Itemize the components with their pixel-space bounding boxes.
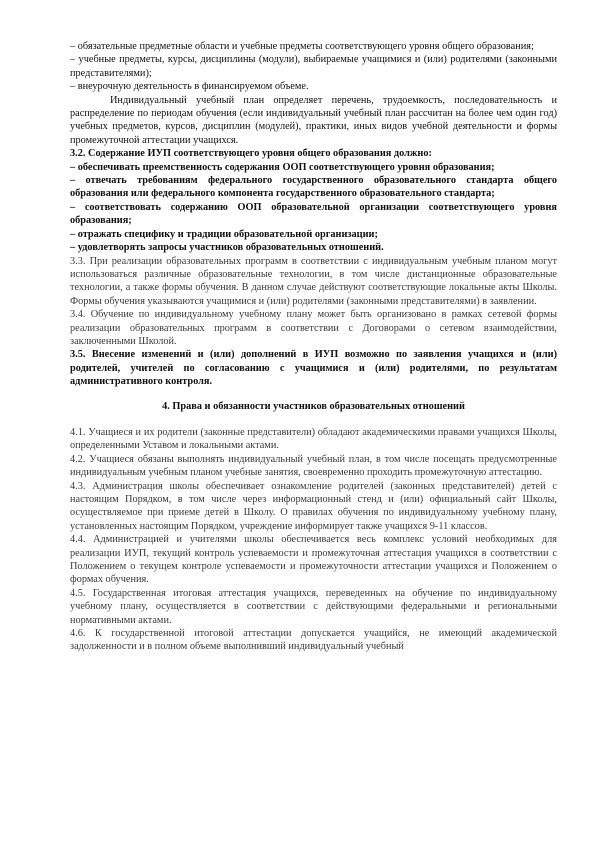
list-item: – отражать специфику и традиции образовательной организации; [70,228,378,240]
list-item: – учебные предметы, курсы, дисциплины (модули), выбираемые учащимися и (или) родителями (законными представителями); [70,54,557,79]
intro-paragraph: Индивидуальный учебный план определяет перечень, трудоемкость, последовательность и распределение по периодам обучения (если индивидуальный учебный план рассчитан на более чем один год) учебных предметов, курсов, дисциплин (модулей), практики, иных видов учебной деятельности и формы промежуточной аттестации учащихся. [70,94,557,146]
section-3-2-heading: 3.2. Содержание ИУП соответствующего уровня общего образования должно: [70,148,432,160]
list-item: – удовлетворять запросы участников образовательных отношений. [70,242,384,254]
section-4-item: 4.2. Учащиеся обязаны выполнять индивидуальный учебный план, в том числе посещать предусмотренные индивидуальным учебным планом учебные занятия, своевременно проходить промежуточную аттестацию. [70,453,557,479]
list-item: – соответствовать содержанию ООП образовательной организации соответствующего уровня образования; [70,201,557,227]
section-4-item: 4.6. К государственной итоговой аттестации допускается учащийся, не имеющий академической задолженности и в полном объеме выполнивший индивидуальный учебный [70,628,557,653]
list-item: – внеурочную деятельность в финансируемом объеме. [70,81,309,93]
document-page [70,40,557,654]
section-3-3-paragraph: 3.3. При реализации образовательных программ в соответствии с индивидуальным учебным планом могут использоваться различные образовательные технологии, в том числе дистанционные образовательные технологии, а также формы обучения. В данном случае действуют соответствующие локальные акты Школы. Формы обучения указываются учащимися и (или) родителями (законными представителями) в заявлении. [70,255,557,307]
section-4-item: 4.5. Государственная итоговая аттестация учащихся, переведенных на обучение по индивидуальному учебному плану, осуществляется в соответствии с действующими федеральными и региональными нормативными актами. [70,587,557,626]
section-4-item: 4.3. Администрация школы обеспечивает ознакомление родителей (законных представителей) детей с настоящим Порядком, в том числе через информационный стенд и (или) официальный сайт Школы, осуществляемое при приеме детей в Школу. О правилах обучения по индивидуальному учебному плану, установленных настоящим Порядком, учреждение информирует также учащихся 9-11 классов. [70,480,557,532]
list-item: – обязательные предметные области и учебные предметы соответствующего уровня общего образования; [70,41,534,52]
list-item: – обеспечивать преемственность содержания ООП соответствующего уровня образования; [70,161,495,173]
section-3-4-paragraph: 3.4. Обучение по индивидуальному учебному плану может быть организовано в рамках сетевой формы реализации образовательных программ в соответствии с Договорами о сетевом взаимодействии, заключенными Школой. [70,309,557,347]
section-3-5-paragraph: 3.5. Внесение изменений и (или) дополнений в ИУП возможно по заявления учащихся и (или) родителей, учителей по согласованию с учащимися и (или) родителями, по результатам административного контроля. [70,349,557,388]
section-4-item: 4.1. Учащиеся и их родители (законные представители) обладают академическими правами учащихся Школы, определенными Уставом и локальными актами. [70,426,557,452]
list-item: – отвечать требованиям федерального государственного образовательного стандарта общего образования или федерального компонента государственного образовательного стандарта; [70,175,557,200]
section-4-item: 4.4. Администрацией и учителями школы обеспечивается весь комплекс условий необходимых для реализации ИУП, текущий контроль успеваемости и промежуточная аттестация учащихся в соответствии с Положением о текущем контроле успеваемости и промежуточности аттестации учащихся и Положением о формах обучения. [70,534,557,586]
section-4-heading: 4. Права и обязанности участников образовательных отношений [162,400,465,412]
